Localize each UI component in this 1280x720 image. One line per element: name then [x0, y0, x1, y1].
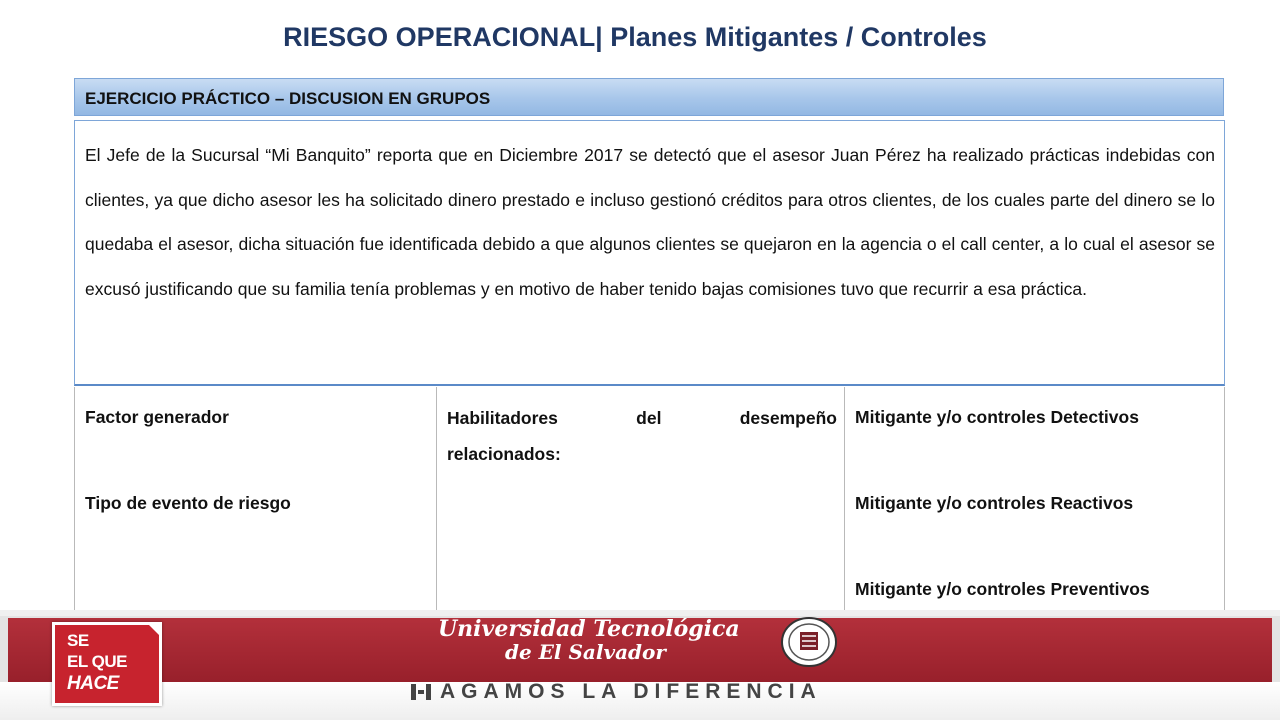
university-name-line-1: Universidad Tecnológica — [438, 616, 740, 642]
table-column-mitigantes — [845, 387, 1224, 610]
section-header-label: EJERCICIO PRÁCTICO – DISCUSION EN GRUPOS — [85, 89, 491, 108]
table-column-habilitadores — [437, 387, 845, 610]
section-header-bar — [74, 78, 1224, 116]
habilitadores-line-2: relacionados: — [447, 444, 561, 464]
logo-line-3: HACE — [67, 673, 119, 694]
logo-line-1: SE — [67, 631, 89, 650]
mitigante-preventivos-label: Mitigante y/o controles Preventivos — [855, 579, 1150, 599]
mitigante-detectivos-label: Mitigante y/o controles Detectivos — [855, 407, 1139, 427]
tipo-evento-label: Tipo de evento de riesgo — [85, 493, 291, 513]
case-description-text: El Jefe de la Sucursal “Mi Banquito” reporta que en Diciembre 2017 se detectó que el asesor Juan Pérez ha realizado prácticas indebidas con clientes, ya que dicho asesor les ha solicitado dinero prestado e incluso gestionó créditos para otros clientes, de los cuales parte del dinero se lo quedaba el asesor, dicha situación fue identificada debido a que algunos clientes se quejaron en la agencia o el call center, a lo cual el asesor se excusó justificando que su familia tenía problemas y en motivo de haber tenido bajas comisiones tuvo que recurrir a esa práctica. — [85, 145, 1215, 299]
mitigante-reactivos-label: Mitigante y/o controles Reactivos — [855, 493, 1134, 513]
slogan-text: AGAMOS LA DIFERENCIA — [440, 680, 822, 703]
habilitadores-word-3: desempeño — [739, 408, 837, 428]
case-description-box — [74, 120, 1225, 386]
se-el-que-hace-logo — [52, 622, 162, 706]
habilitadores-label — [447, 407, 837, 465]
analysis-table — [74, 387, 1225, 610]
slide-title: RIESGO OPERACIONAL| Planes Mitigantes / Controles — [283, 22, 987, 52]
habilitadores-word-1: Habilitadores — [447, 408, 558, 428]
utec-h-icon — [410, 682, 432, 702]
university-name-line-2: de El Salvador — [505, 640, 666, 664]
habilitadores-word-2: del — [636, 408, 662, 428]
university-seal-icon — [780, 616, 838, 668]
table-column-factor — [75, 387, 437, 610]
factor-generador-label: Factor generador — [85, 407, 229, 427]
logo-line-2: EL QUE — [67, 652, 127, 671]
logo-corner-fold — [146, 622, 162, 638]
